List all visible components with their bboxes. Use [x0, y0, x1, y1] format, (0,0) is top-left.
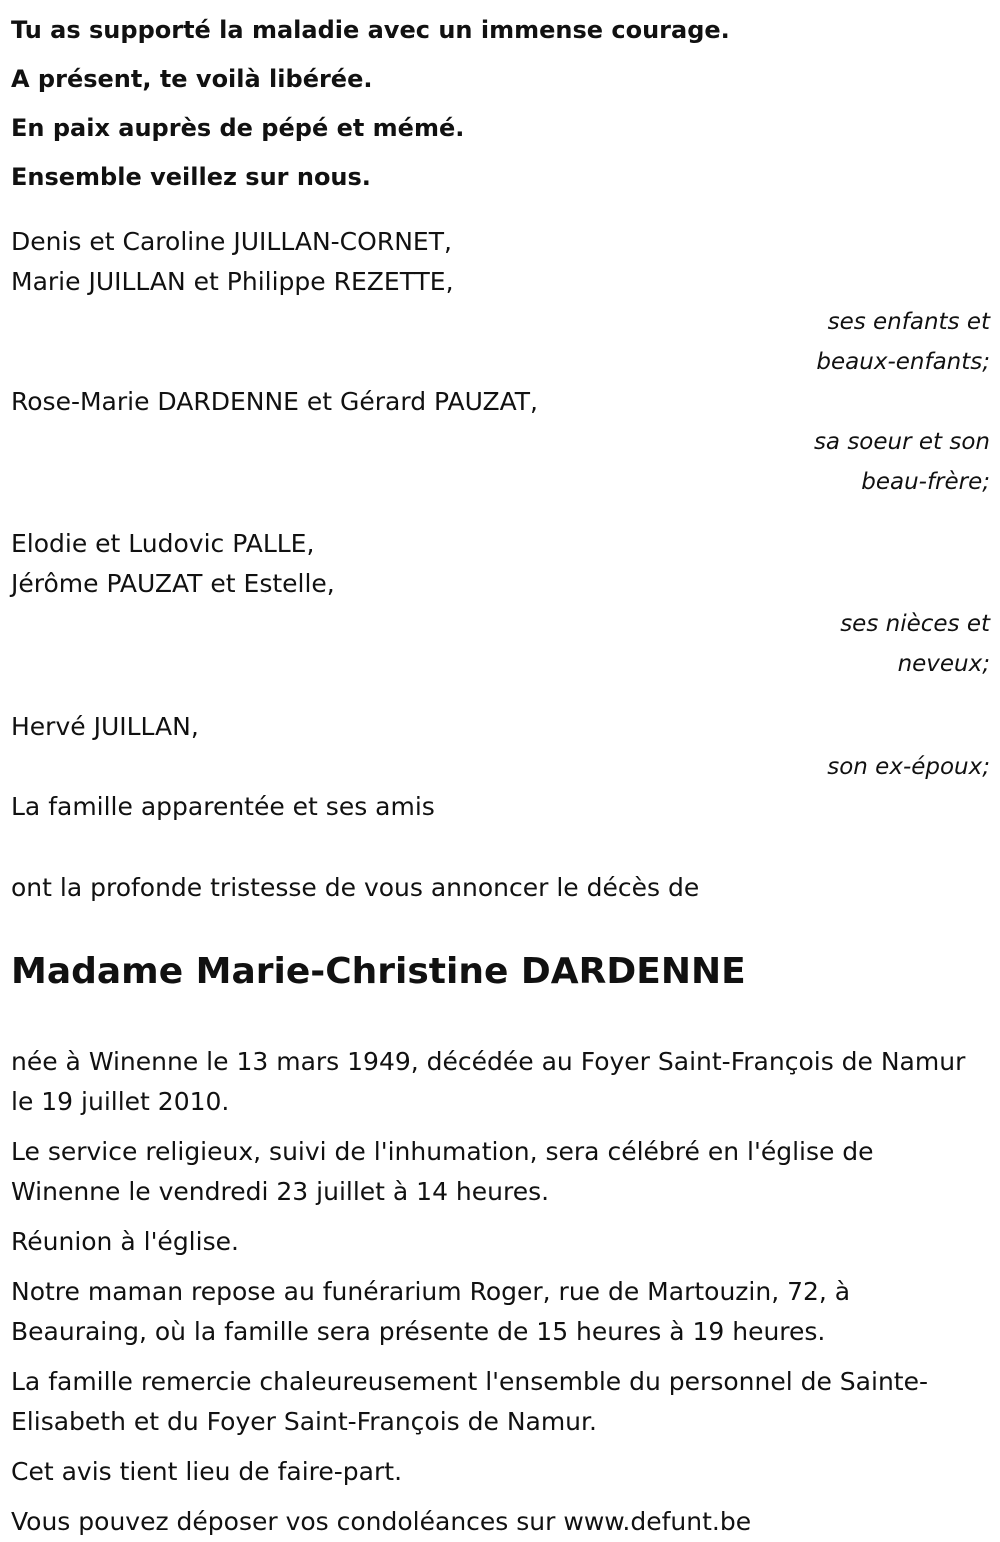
detail-paragraph: Réunion à l'église.: [11, 1227, 239, 1256]
deceased-name: Madame Marie-Christine DARDENNE: [11, 951, 746, 992]
family-role-line: beaux-enfants;: [816, 349, 990, 375]
family-group-nieces: [11, 524, 990, 684]
family-group-ex-spouse: [11, 707, 990, 787]
detail-paragraph: Cet avis tient lieu de faire-part.: [11, 1457, 403, 1486]
condolences-text: Vous pouvez déposer vos condoléances sur www.defunt.be: [11, 1507, 752, 1536]
family-role-line: neveux;: [897, 651, 990, 677]
family-role-line: ses nièces et: [840, 611, 990, 637]
detail-paragraph: La famille remercie chaleureusement l'ensemble du personnel de Sainte-Elisabeth et du Foyer Saint-François de Namur.: [11, 1367, 928, 1436]
notice-details: [11, 1042, 990, 1542]
family-list: [11, 222, 990, 827]
family-role: [11, 604, 990, 684]
family-role-line: son ex-époux;: [827, 754, 990, 780]
family-role-line: beau-frère;: [861, 469, 990, 495]
poem-line: Tu as supporté la maladie avec un immense courage.: [11, 16, 730, 44]
poem-line: Ensemble veillez sur nous.: [11, 163, 371, 191]
family-member-name: Hervé JUILLAN,: [11, 712, 199, 741]
family-member-name: Denis et Caroline JUILLAN-CORNET,: [11, 227, 452, 256]
family-member-name: Jérôme PAUZAT et Estelle,: [11, 569, 335, 598]
family-role-line: sa soeur et son: [813, 429, 990, 455]
detail-paragraph: Le service religieux, suivi de l'inhumation, sera célébré en l'église de Winenne le vendredi 23 juillet à 14 heures.: [11, 1137, 874, 1206]
family-closing: La famille apparentée et ses amis: [11, 792, 435, 821]
family-member-name: Elodie et Ludovic PALLE,: [11, 529, 315, 558]
family-role: [11, 747, 990, 787]
family-role: [11, 302, 990, 382]
detail-paragraph: Notre maman repose au funérarium Roger, rue de Martouzin, 72, à Beauraing, où la famille sera présente de 15 heures à 19 heures.: [11, 1277, 851, 1346]
poem-line: A présent, te voilà libérée.: [11, 65, 373, 93]
poem-line: En paix auprès de pépé et mémé.: [11, 114, 465, 142]
family-role-line: ses enfants et: [827, 309, 990, 335]
family-member-name: Rose-Marie DARDENNE et Gérard PAUZAT,: [11, 387, 538, 416]
family-role: [11, 422, 990, 502]
announcement: ont la profonde tristesse de vous annoncer le décès de: [11, 873, 700, 902]
family-group-children: [11, 222, 990, 382]
poem: [11, 0, 990, 202]
family-member-name: Marie JUILLAN et Philippe REZETTE,: [11, 267, 454, 296]
family-group-sister: [11, 382, 990, 502]
detail-paragraph: née à Winenne le 13 mars 1949, décédée au Foyer Saint-François de Namur le 19 juillet 2010.: [11, 1047, 966, 1116]
